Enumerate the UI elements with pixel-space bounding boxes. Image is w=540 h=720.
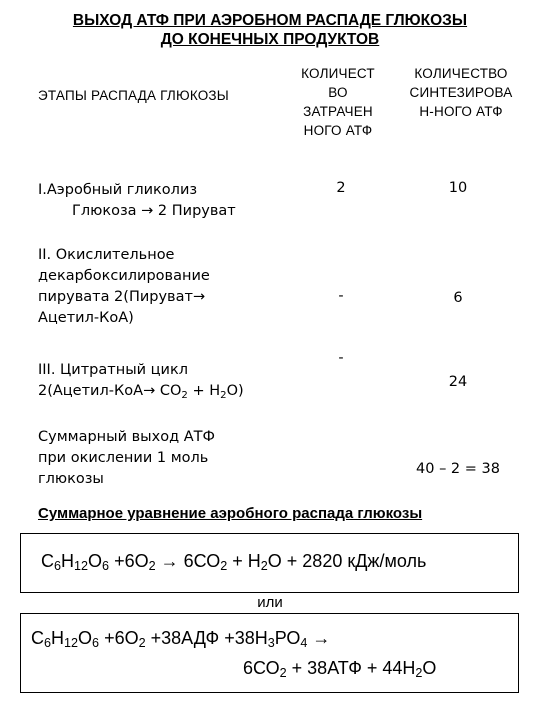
header-synth-atp: КОЛИЧЕСТВО СИНТЕЗИРОВА Н-НОГО АТФ	[409, 66, 513, 119]
header-spent-atp: КОЛИЧЕСТ ВО ЗАТРАЧЕН НОГО АТФ	[301, 66, 375, 138]
row-citrate-synth: 24	[448, 374, 468, 390]
row-glycolysis-spent: 2	[336, 180, 346, 196]
row-citrate-cycle: III. Цитратный цикл 2(Ацетил-КоА→ $СО_2 + Н_2О$)	[38, 362, 244, 401]
summary-title: Суммарное уравнение аэробного распада глюкозы	[38, 505, 423, 522]
row-decarboxylation-spent: -	[338, 288, 344, 304]
equation-1-box	[20, 533, 519, 593]
row-total-synth: 40 – 2 = 38	[416, 461, 500, 477]
equation-1: $С_6Н_{12}О_6 +6О_2 \to 6СО_2 + Н_2О + 2820$ кДж/моль	[41, 551, 427, 573]
equation-2-line-2: $6СО_2 + 38АТФ + 44Н_2О$	[243, 658, 437, 680]
or-label: или	[257, 594, 283, 611]
row-glycolysis: I.Аэробный гликолиз Глюкоза → 2 Пируват	[38, 182, 236, 219]
equation-2-box	[20, 613, 519, 693]
row-decarboxylation: II. Окислительное декарбоксилирование пирувата 2(Пируват→ Ацетил-КоА)	[38, 247, 210, 326]
row-glycolysis-synth: 10	[448, 180, 468, 196]
page-subtitle: ДО КОНЕЧНЫХ ПРОДУКТОВ	[160, 31, 380, 48]
equation-2-line-1: $С_6Н_{12}О_6 +6О_2 +38АДФ +38Н_3РО_4$ →	[31, 628, 331, 650]
page-title: ВЫХОД АТФ ПРИ АЭРОБНОМ РАСПАДЕ ГЛЮКОЗЫ	[72, 12, 468, 29]
row-citrate-spent: -	[338, 350, 344, 366]
row-decarboxylation-synth: 6	[453, 290, 463, 306]
row-total-yield: Суммарный выход АТФ при окислении 1 моль глюкозы	[38, 429, 215, 487]
header-stages: ЭТАПЫ РАСПАДА ГЛЮКОЗЫ	[38, 88, 229, 103]
